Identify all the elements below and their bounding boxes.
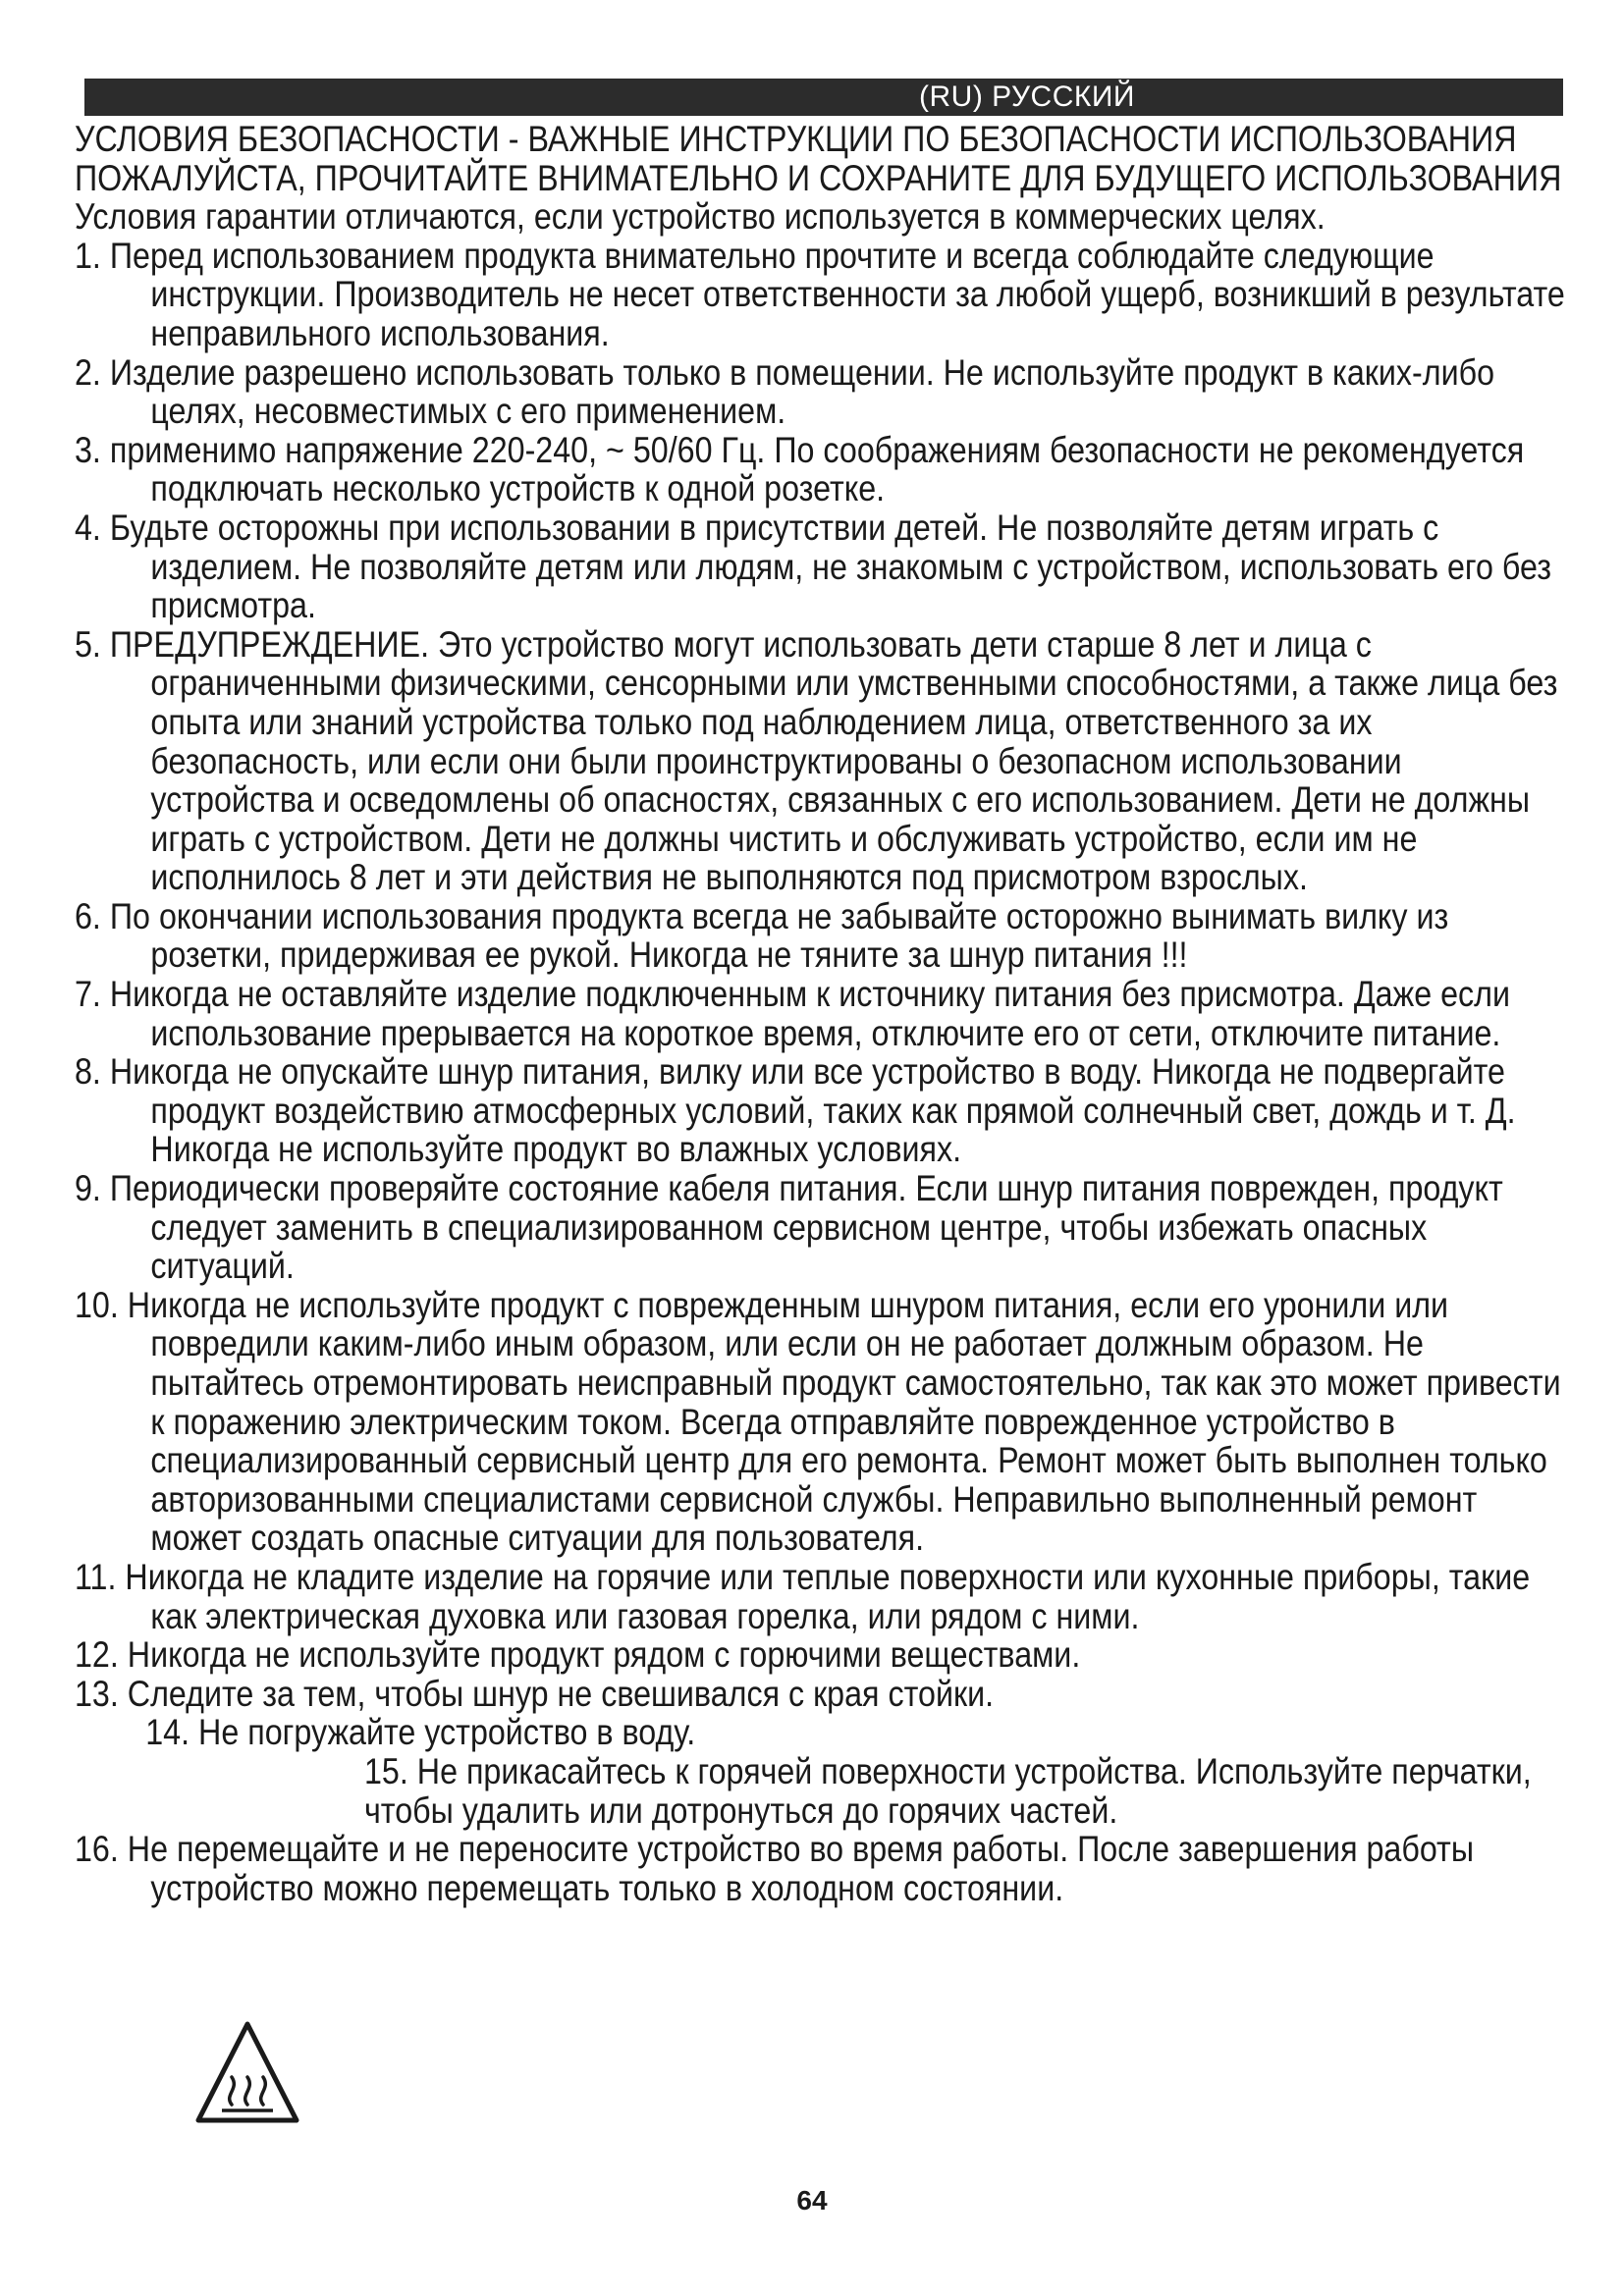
list-item: 16. Не перемещайте и не переносите устройство во время работы. После завершения работы устройство можно перемещать только в холодном состоянии. [75,1828,1475,1908]
read-carefully-title: ПОЖАЛУЙСТА, ПРОЧИТАЙТЕ ВНИМАТЕЛЬНО И СОХРАНИТЕ ДЛЯ БУДУЩЕГО ИСПОЛЬЗОВАНИЯ [75,156,1562,198]
list-item: 4. Будьте осторожны при использовании в присутствии детей. Не позволяйте детям играть с изделием. Не позволяйте детям или людям, не знакомым с устройством, использовать его без присмотра. [75,506,1551,626]
list-item: 7. Никогда не оставляйте изделие подключенным к источнику питания без присмотра. Даже если использование прерывается на короткое время, отключите его от сети, отключите питание. [75,973,1510,1053]
list-item: 10. Никогда не используйте продукт с поврежденным шнуром питания, если его уронили или повредили каким-либо иным образом, или если он не работает должным образом. Не пытайтесь отремонтировать неисправный продукт самостоятельно, так как это может привести к поражению электрическим током. Всегда отправляйте поврежденное устройство в специализированный сервисный центр для его ремонта. Ремонт может быть выполнен только авторизованными специалистами сервисной службы. Неправильно выполненный ремонт может создать опасные ситуации для пользователя. [75,1283,1561,1559]
language-label: (RU) РУССКИЙ [919,80,1135,113]
list-item: 6. По окончании использования продукта всегда не забывайте осторожно вынимать вилку из розетки, придерживая ее рукой. Никогда не тяните за шнур питания !!! [75,894,1449,976]
list-item: 3. применимо напряжение 220-240, ~ 50/60 Гц. По соображениям безопасности не рекомендуется подключать несколько устройств к одной розетке. [75,428,1525,509]
document-body [75,120,1567,1907]
instructions-list [75,234,1567,1908]
page-number: 64 [796,2185,828,2216]
language-bar [84,79,1563,116]
hot-surface-warning-icon [192,2018,302,2128]
list-item: 11. Никогда не кладите изделие на горячие или теплые поверхности или кухонные приборы, такие как электрическая духовка или газовая горелка, или рядом с ними. [75,1555,1531,1636]
list-item: 13. Следите за тем, чтобы шнур не свешивался с края стойки. [75,1672,995,1714]
warranty-note: Условия гарантии отличаются, если устройство используется в коммерческих целях. [75,195,1326,238]
list-item: 14. Не погружайте устройство в воду. [145,1711,696,1753]
list-item: 5. ПРЕДУПРЕЖДЕНИЕ. Это устройство могут использовать дети старше 8 лет и лица с ограниченными физическими, сенсорными или умственными способностями, а также лица без опыта или знаний устройства только под наблюдением лица, ответственного за их безопасность, или если они были проинструктированы о безопасном использовании устройства и осведомлены об опасностях, связанных с его использованием. Дети не должны играть с устройством. Дети не должны чистить и обслуживать устройство, если им не исполнилось 8 лет и эти действия не выполняются под присмотром взрослых. [75,622,1558,898]
list-item: 9. Периодически проверяйте состояние кабеля питания. Если шнур питания поврежден, продукт следует заменить в специализированном сервисном центре, чтобы избежать опасных ситуаций. [75,1167,1503,1287]
list-item: 2. Изделие разрешено использовать только в помещении. Не используйте продукт в каких-либо целях, несовместимых с его применением. [75,350,1495,432]
list-item: 1. Перед использованием продукта внимательно прочтите и всегда соблюдайте следующие инструкции. Производитель не несет ответственности за любой ущерб, возникший в результате неправильного использования. [75,234,1565,353]
safety-title: УСЛОВИЯ БЕЗОПАСНОСТИ - ВАЖНЫЕ ИНСТРУКЦИИ ПО БЕЗОПАСНОСТИ ИСПОЛЬЗОВАНИЯ [75,118,1517,159]
list-item-hot-surface: 15. Не прикасайтесь к горячей поверхности устройства. Используйте перчатки, чтобы удалить или дотронуться до горячих частей. [363,1749,1532,1831]
list-item: 12. Никогда не используйте продукт рядом с горючими веществами. [75,1633,1081,1676]
list-item: 8. Никогда не опускайте шнур питания, вилку или все устройство в воду. Никогда не подвергайте продукт воздействию атмосферных условий, таких как прямой солнечный свет, дождь и т. Д. Никогда не используйте продукт во влажных условиях. [75,1050,1516,1170]
